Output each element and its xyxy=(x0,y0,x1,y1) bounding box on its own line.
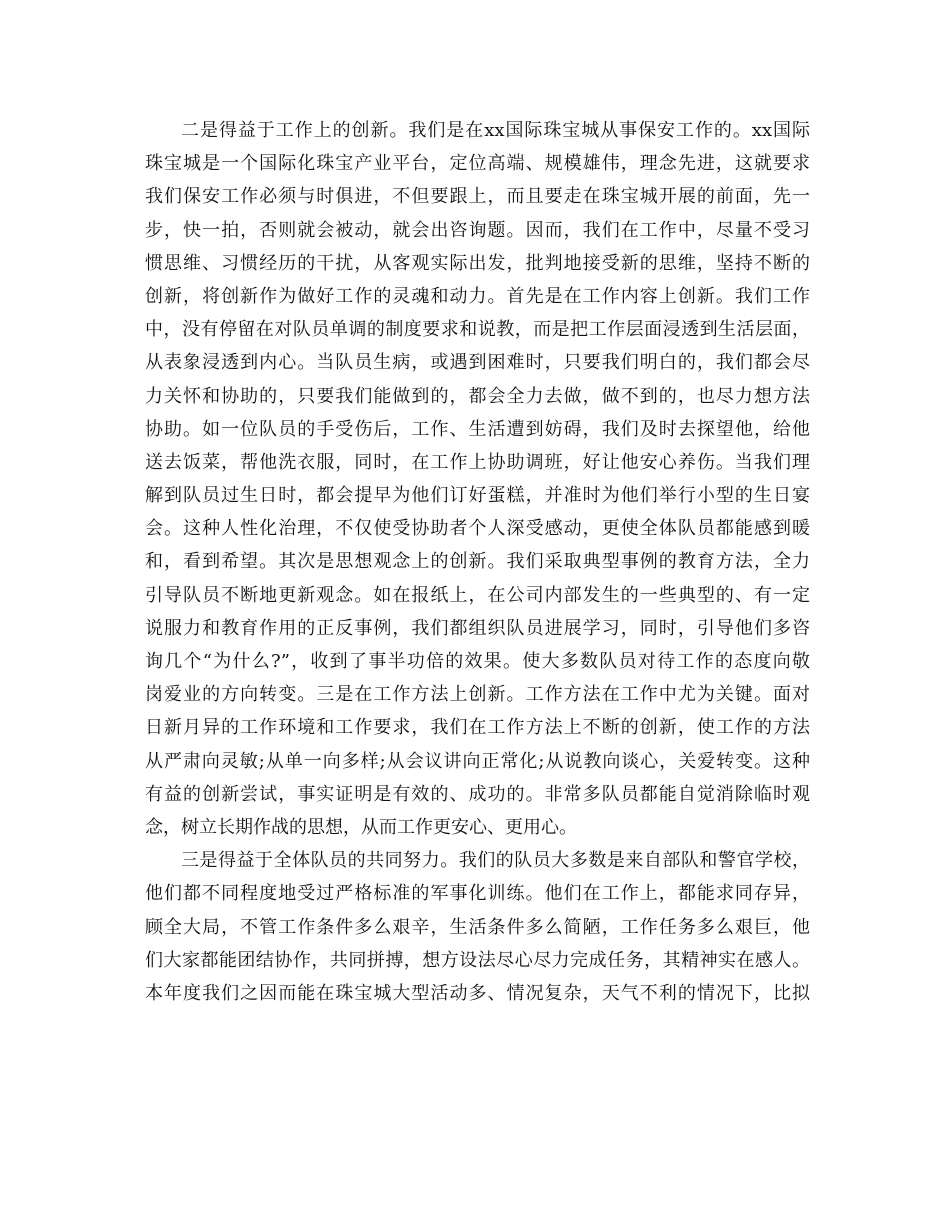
paragraph-innovation xyxy=(145,114,810,844)
text-line: 珠宝城是一个国际化珠宝产业平台，定位高端、规模雄伟，理念先进，这就要求 xyxy=(145,153,810,175)
text-line: 中，没有停留在对队员单调的制度要求和说教，而是把工作层面浸透到生活层面， xyxy=(145,319,810,341)
text-line: 和，看到希望。其次是思想观念上的创新。我们采取典型事例的教育方法，全力 xyxy=(145,551,810,573)
text-line: 们大家都能团结协作，共同拼搏，想方设法尽心尽力完成任务，其精神实在感人。 xyxy=(145,949,810,971)
text-line: 有益的创新尝试，事实证明是有效的、成功的。非常多队员都能自觉消除临时观 xyxy=(145,783,810,805)
text-line: 送去饭菜，帮他洗衣服，同时，在工作上协助调班，好让他安心养伤。当我们理 xyxy=(145,451,810,473)
text-line: 日新月异的工作环境和工作要求，我们在工作方法上不断的创新，使工作的方法 xyxy=(145,717,810,739)
paragraph-teamwork xyxy=(145,844,810,1010)
text-line: 我们保安工作必须与时俱进，不但要跟上，而且要走在珠宝城开展的前面，先一 xyxy=(145,186,810,208)
text-line: 创新，将创新作为做好工作的灵魂和动力。首先是在工作内容上创新。我们工作 xyxy=(145,285,810,307)
text-line: 解到队员过生日时，都会提早为他们订好蛋糕，并准时为他们举行小型的生日宴 xyxy=(145,485,810,507)
text-line: 询几个“为什么?”，收到了事半功倍的效果。使大多数队员对待工作的态度向敬 xyxy=(145,651,810,672)
text-line: 三是得益于全体队员的共同努力。我们的队员大多数是来自部队和警官学校， xyxy=(181,850,810,872)
text-line: 念，树立长期作战的思想，从而工作更安心、更用心。 xyxy=(145,816,577,838)
text-line: 会。这种人性化治理，不仅使受协助者个人深受感动，更使全体队员都能感到暖 xyxy=(145,518,810,540)
text-line: 二是得益于工作上的创新。我们是在xx国际珠宝城从事保安工作的。xx国际 xyxy=(181,120,810,141)
text-line: 协助。如一位队员的手受伤后，工作、生活遭到妨碍，我们及时去探望他，给他 xyxy=(145,418,810,440)
text-line: 本年度我们之因而能在珠宝城大型活动多、情况复杂，天气不利的情况下，比拟 xyxy=(145,982,810,1004)
text-line: 说服力和教育作用的正反事例，我们都组织队员进展学习，同时，引导他们多咨 xyxy=(145,617,810,639)
text-line: 顾全大局，不管工作条件多么艰辛，生活条件多么简陋，工作任务多么艰巨，他 xyxy=(145,916,810,938)
text-line: 岗爱业的方向转变。三是在工作方法上创新。工作方法在工作中尤为关键。面对 xyxy=(145,684,810,706)
text-line: 步，快一拍，否则就会被动，就会出咨询题。因而，我们在工作中，尽量不受习 xyxy=(145,219,810,241)
text-line: 他们都不同程度地受过严格标准的军事化训练。他们在工作上，都能求同存异， xyxy=(145,883,810,905)
document-body xyxy=(145,114,810,1010)
text-line: 惯思维、习惯经历的干扰，从客观实际出发，批判地接受新的思维，坚持不断的 xyxy=(145,252,810,274)
text-line: 从严肃向灵敏;从单一向多样;从会议讲向正常化;从说教向谈心，关爱转变。这种 xyxy=(145,750,810,772)
text-line: 引导队员不断地更新观念。如在报纸上，在公司内部发生的一些典型的、有一定 xyxy=(145,584,810,606)
text-line: 力关怀和协助的，只要我们能做到的，都会全力去做，做不到的，也尽力想方法 xyxy=(145,385,810,407)
text-line: 从表象浸透到内心。当队员生病，或遇到困难时，只要我们明白的，我们都会尽 xyxy=(145,352,810,374)
